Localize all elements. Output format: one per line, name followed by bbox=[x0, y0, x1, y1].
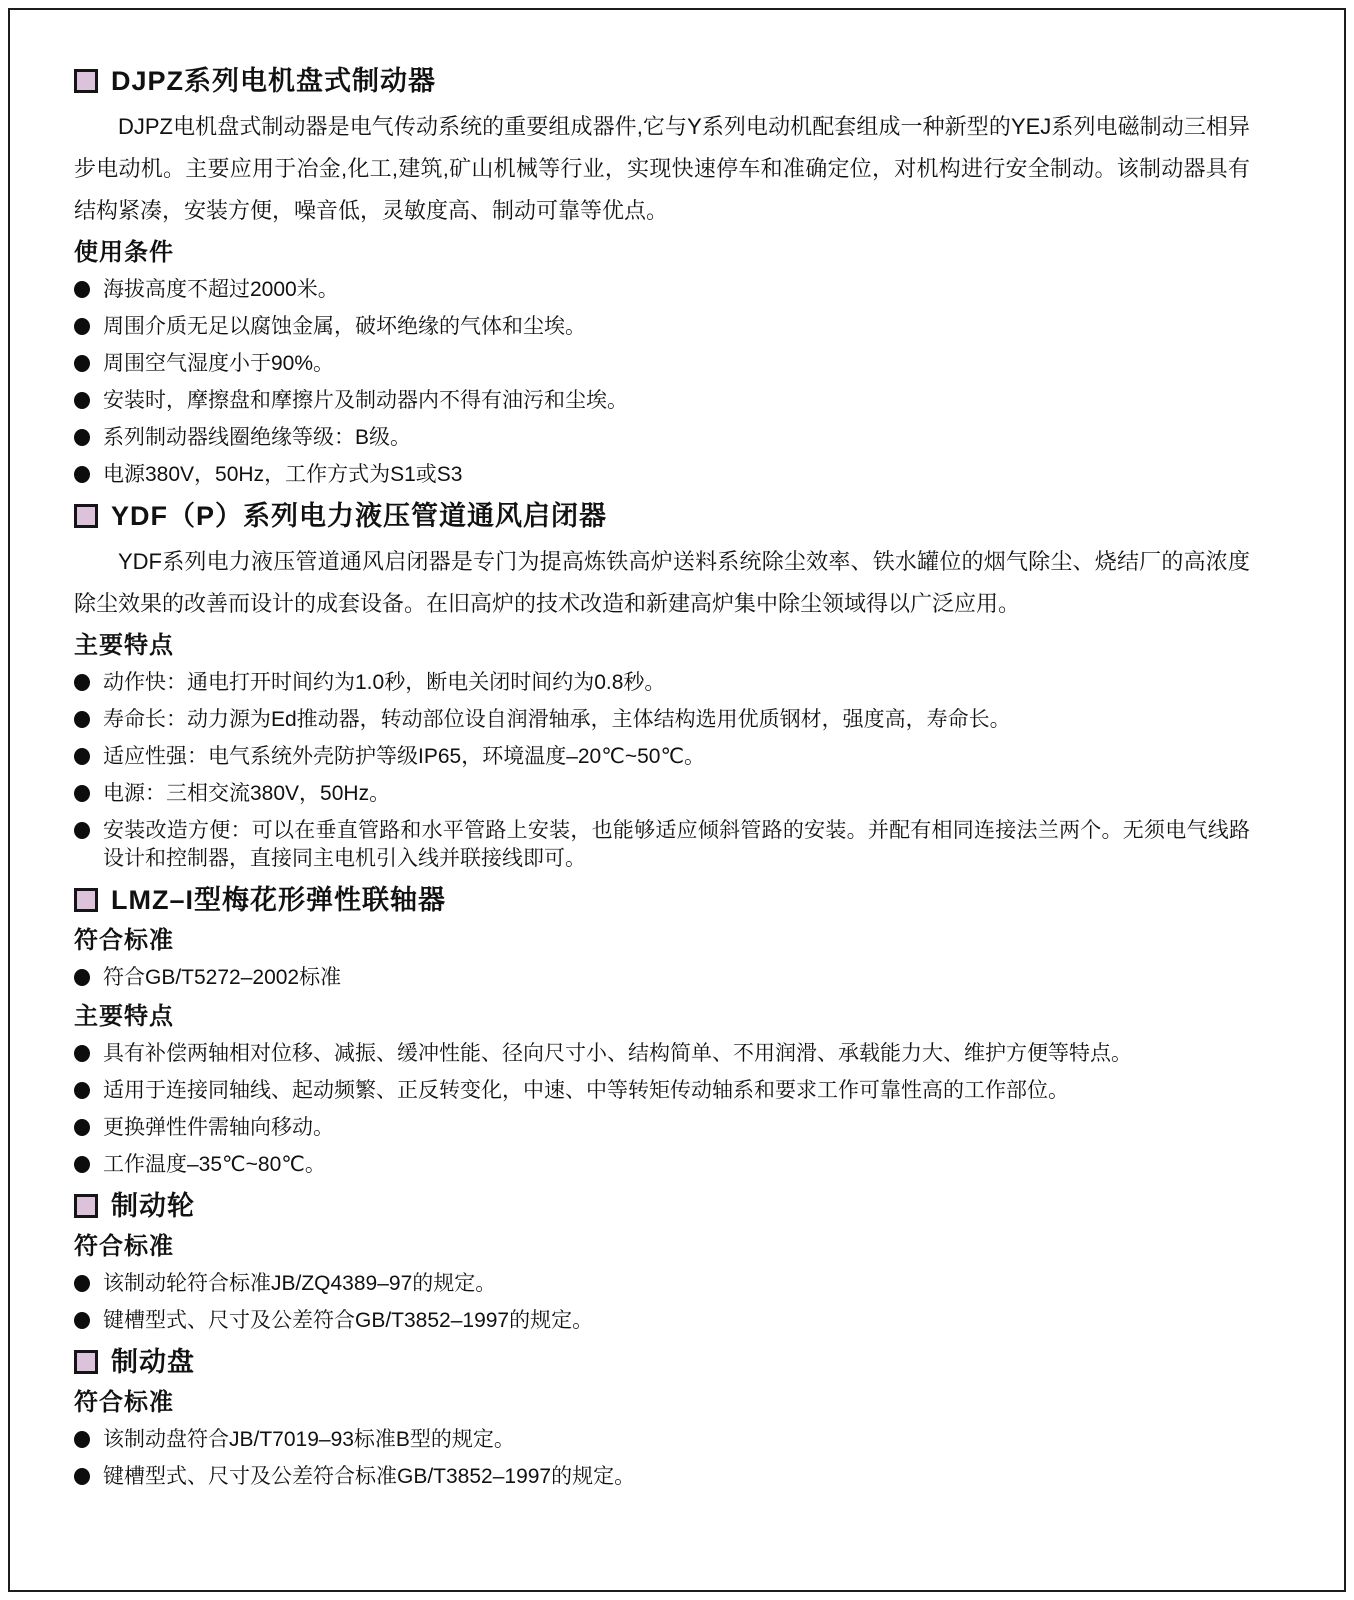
bullet-text: 电源380V，50Hz，工作方式为S1或S3 bbox=[103, 463, 463, 486]
subsection-heading: 使用条件 bbox=[74, 239, 174, 266]
section-marker-icon bbox=[74, 504, 98, 528]
bullet-text: 该制动盘符合JB/T7019–93标准B型的规定。 bbox=[103, 1428, 515, 1451]
bullet-icon bbox=[74, 318, 90, 335]
bullet-icon bbox=[74, 1431, 90, 1448]
bullet-text: 适应性强：电气系统外壳防护等级IP65，环境温度–20℃~50℃。 bbox=[103, 745, 706, 768]
bullet-text: 键槽型式、尺寸及公差符合GB/T3852–1997的规定。 bbox=[103, 1309, 594, 1332]
bullet-icon bbox=[74, 1275, 90, 1292]
bullet-text: 安装改造方便：可以在垂直管路和水平管路上安装，也能够适应倾斜管路的安装。并配有相同连接法兰两个。无须电气线路设计和控制器，直接同主电机引入线并联接线即可。 bbox=[103, 819, 1250, 870]
subsection-heading: 主要特点 bbox=[74, 632, 174, 659]
bullet-item bbox=[74, 1426, 1250, 1454]
bullet-item bbox=[74, 424, 1250, 452]
bullet-text: 更换弹性件需轴向移动。 bbox=[103, 1116, 334, 1139]
bullet-icon bbox=[74, 822, 90, 839]
bullet-item bbox=[74, 276, 1250, 304]
bullet-item bbox=[74, 964, 1250, 992]
bullet-icon bbox=[74, 748, 90, 765]
section-title bbox=[74, 883, 1250, 917]
bullet-icon bbox=[74, 392, 90, 409]
section-title bbox=[74, 64, 1250, 98]
bullet-text: 具有补偿两轴相对位移、减振、缓冲性能、径向尺寸小、结构简单、不用润滑、承载能力大、维护方便等特点。 bbox=[103, 1042, 1132, 1065]
bullet-icon bbox=[74, 1156, 90, 1173]
bullet-text: 适用于连接同轴线、起动频繁、正反转变化，中速、中等转矩传动轴系和要求工作可靠性高的工作部位。 bbox=[103, 1079, 1069, 1102]
bullet-item bbox=[74, 1307, 1250, 1335]
bullet-text: 海拔高度不超过2000米。 bbox=[103, 278, 339, 301]
bullet-text: 安装时，摩擦盘和摩擦片及制动器内不得有油污和尘埃。 bbox=[103, 389, 628, 412]
bullet-item bbox=[74, 461, 1250, 489]
section-title bbox=[74, 499, 1250, 533]
bullet-icon bbox=[74, 1082, 90, 1099]
section-title-text: 制动轮 bbox=[111, 1191, 195, 1221]
bullet-item bbox=[74, 743, 1250, 771]
bullet-item bbox=[74, 1151, 1250, 1179]
bullet-item bbox=[74, 780, 1250, 808]
bullet-text: 符合GB/T5272–2002标准 bbox=[103, 966, 342, 989]
bullet-text: 周围空气湿度小于90%。 bbox=[103, 352, 335, 375]
subsection-heading: 主要特点 bbox=[74, 1003, 174, 1030]
bullet-icon bbox=[74, 1312, 90, 1329]
bullet-text: 系列制动器线圈绝缘等级：B级。 bbox=[103, 426, 412, 449]
bullet-item bbox=[74, 817, 1250, 873]
bullet-icon bbox=[74, 429, 90, 446]
bullet-icon bbox=[74, 355, 90, 372]
bullet-item bbox=[74, 1270, 1250, 1298]
bullet-icon bbox=[74, 1045, 90, 1062]
bullet-item bbox=[74, 1040, 1250, 1068]
section-marker-icon bbox=[74, 1350, 98, 1374]
section-marker-icon bbox=[74, 69, 98, 93]
bullet-item bbox=[74, 706, 1250, 734]
bullet-icon bbox=[74, 785, 90, 802]
section-title-text: 制动盘 bbox=[111, 1347, 195, 1377]
section-title bbox=[74, 1189, 1250, 1223]
bullet-item bbox=[74, 350, 1250, 378]
bullet-text: 电源：三相交流380V，50Hz。 bbox=[103, 782, 391, 805]
bullet-text: 动作快：通电打开时间约为1.0秒，断电关闭时间约为0.8秒。 bbox=[103, 671, 666, 694]
bullet-text: 该制动轮符合标准JB/ZQ4389–97的规定。 bbox=[103, 1272, 497, 1295]
section-title-text: YDF（P）系列电力液压管道通风启闭器 bbox=[111, 501, 608, 531]
bullet-item bbox=[74, 1114, 1250, 1142]
bullet-text: 周围介质无足以腐蚀金属，破坏绝缘的气体和尘埃。 bbox=[103, 315, 586, 338]
bullet-text: 寿命长：动力源为Ed推动器，转动部位设自润滑轴承，主体结构选用优质钢材，强度高，寿命长。 bbox=[103, 708, 1011, 731]
bullet-icon bbox=[74, 674, 90, 691]
section-marker-icon bbox=[74, 1194, 98, 1218]
bullet-icon bbox=[74, 969, 90, 986]
bullet-icon bbox=[74, 281, 90, 298]
bullet-icon bbox=[74, 711, 90, 728]
bullet-text: 工作温度–35℃~80℃。 bbox=[103, 1153, 326, 1176]
bullet-item bbox=[74, 669, 1250, 697]
bullet-item bbox=[74, 1463, 1250, 1491]
section-intro-paragraph: YDF系列电力液压管道通风启闭器是专门为提高炼铁高炉送料系统除尘效率、铁水罐位的烟气除尘、烧结厂的高浓度除尘效果的改善而设计的成套设备。在旧高炉的技术改造和新建高炉集中除尘领域得以广泛应用。 bbox=[74, 549, 1250, 616]
section-intro-paragraph: DJPZ电机盘式制动器是电气传动系统的重要组成器件,它与Y系列电动机配套组成一种新型的YEJ系列电磁制动三相异步电动机。主要应用于冶金,化工,建筑,矿山机械等行业，实现快速停车和准确定位，对机构进行安全制动。该制动器具有结构紧凑，安装方便，噪音低，灵敏度高、制动可靠等优点。 bbox=[74, 114, 1250, 223]
bullet-item bbox=[74, 1077, 1250, 1105]
section-title bbox=[74, 1345, 1250, 1379]
bullet-item bbox=[74, 387, 1250, 415]
bullet-item bbox=[74, 313, 1250, 341]
section-marker-icon bbox=[74, 888, 98, 912]
section-title-text: LMZ–I型梅花形弹性联轴器 bbox=[111, 885, 446, 915]
subsection-heading: 符合标准 bbox=[74, 927, 174, 954]
bullet-icon bbox=[74, 466, 90, 483]
subsection-heading: 符合标准 bbox=[74, 1233, 174, 1260]
bullet-icon bbox=[74, 1119, 90, 1136]
section-title-text: DJPZ系列电机盘式制动器 bbox=[111, 66, 437, 96]
bullet-icon bbox=[74, 1468, 90, 1485]
subsection-heading: 符合标准 bbox=[74, 1389, 174, 1416]
bullet-text: 键槽型式、尺寸及公差符合标准GB/T3852–1997的规定。 bbox=[103, 1465, 636, 1488]
